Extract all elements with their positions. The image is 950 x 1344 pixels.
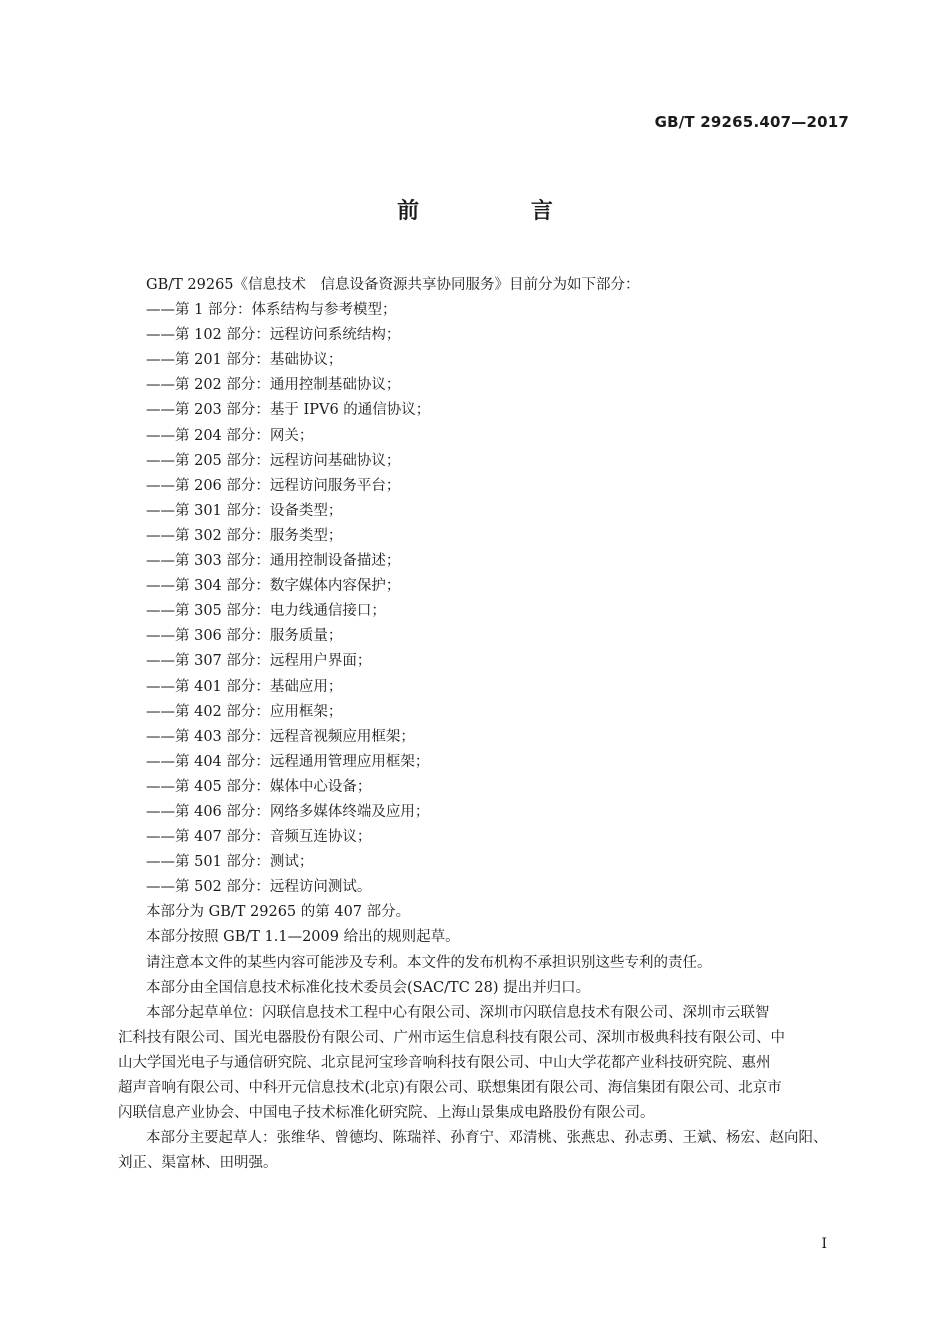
list-item: ——第 405 部分：媒体中心设备； bbox=[146, 778, 372, 795]
statement-committee: 本部分由全国信息技术标准化技术委员会(SAC/TC 28) 提出并归口。 bbox=[146, 979, 591, 996]
list-item: ——第 304 部分：数字媒体内容保护； bbox=[146, 578, 401, 595]
list-item: ——第 203 部分：基于 IPV6 的通信协议； bbox=[146, 402, 431, 419]
parts-list bbox=[118, 298, 851, 900]
paragraph-line: 闪联信息产业协会、中国电子技术标准化研究院、上海山景集成电路股份有限公司。 bbox=[118, 1105, 655, 1122]
list-item: ——第 407 部分：音频互连协议； bbox=[146, 829, 372, 846]
standard-code: GB/T 29265.407—2017 bbox=[654, 113, 849, 131]
page-title: 前 言 bbox=[397, 199, 605, 224]
list-item: ——第 206 部分：远程访问服务平台； bbox=[146, 477, 401, 494]
list-item: ——第 301 部分：设备类型； bbox=[146, 502, 343, 519]
list-item: ——第 403 部分：远程音视频应用框架； bbox=[146, 728, 415, 745]
list-item: ——第 302 部分：服务类型； bbox=[146, 527, 343, 544]
statement-part-number: 本部分为 GB/T 29265 的第 407 部分。 bbox=[146, 904, 411, 921]
paragraph-line: 超声音响有限公司、中科开元信息技术(北京)有限公司、联想集团有限公司、海信集团有限公司、北京市 bbox=[118, 1080, 782, 1096]
list-item: ——第 404 部分：远程通用管理应用框架； bbox=[146, 753, 430, 770]
list-item: ——第 406 部分：网络多媒体终端及应用； bbox=[146, 803, 430, 820]
list-item: ——第 501 部分：测试； bbox=[146, 854, 314, 871]
list-item: ——第 202 部分：通用控制基础协议； bbox=[146, 377, 401, 394]
list-item: ——第 402 部分：应用框架； bbox=[146, 703, 343, 720]
paragraph-line: 刘正、渠富林、田明强。 bbox=[118, 1155, 278, 1172]
list-item: ——第 305 部分：电力线通信接口； bbox=[146, 603, 386, 620]
list-item: ——第 303 部分：通用控制设备描述； bbox=[146, 553, 401, 570]
drafters-paragraph bbox=[118, 1126, 851, 1176]
paragraph-line: 本部分起草单位：闪联信息技术工程中心有限公司、深圳市闪联信息技术有限公司、深圳市云联智 bbox=[146, 1004, 770, 1021]
list-item: ——第 1 部分：体系结构与参考模型； bbox=[146, 302, 397, 319]
page-number: I bbox=[821, 1236, 827, 1252]
drafting-units-paragraph bbox=[118, 1001, 851, 1126]
list-item: ——第 205 部分：远程访问基础协议； bbox=[146, 452, 401, 469]
list-item: ——第 401 部分：基础应用； bbox=[146, 678, 343, 695]
list-item: ——第 201 部分：基础协议； bbox=[146, 352, 343, 369]
list-item: ——第 502 部分：远程访问测试。 bbox=[146, 879, 372, 896]
paragraph-line: 山大学国光电子与通信研究院、北京昆河宝珍音响科技有限公司、中山大学花都产业科技研究院、惠州 bbox=[118, 1054, 771, 1071]
paragraph-line: 汇科技有限公司、国光电器股份有限公司、广州市运生信息科技有限公司、深圳市极典科技有限公司、中 bbox=[118, 1029, 785, 1046]
list-item: ——第 307 部分：远程用户界面； bbox=[146, 653, 372, 670]
list-item: ——第 204 部分：网关； bbox=[146, 427, 314, 444]
intro-paragraph: GB/T 29265《信息技术 信息设备资源共享协同服务》目前分为如下部分： bbox=[146, 277, 640, 293]
statement-patent-notice: 请注意本文件的某些内容可能涉及专利。本文件的发布机构不承担识别这些专利的责任。 bbox=[146, 954, 712, 971]
list-item: ——第 102 部分：远程访问系统结构； bbox=[146, 327, 401, 344]
foreword-body bbox=[118, 273, 851, 1176]
list-item: ——第 306 部分：服务质量； bbox=[146, 628, 343, 645]
paragraph-line: 本部分主要起草人：张维华、曾德均、陈瑞祥、孙育宁、邓清桃、张燕忠、孙志勇、王斌、杨宏、赵向阳、 bbox=[146, 1130, 828, 1147]
statement-drafting-rules: 本部分按照 GB/T 1.1—2009 给出的规则起草。 bbox=[146, 929, 460, 946]
